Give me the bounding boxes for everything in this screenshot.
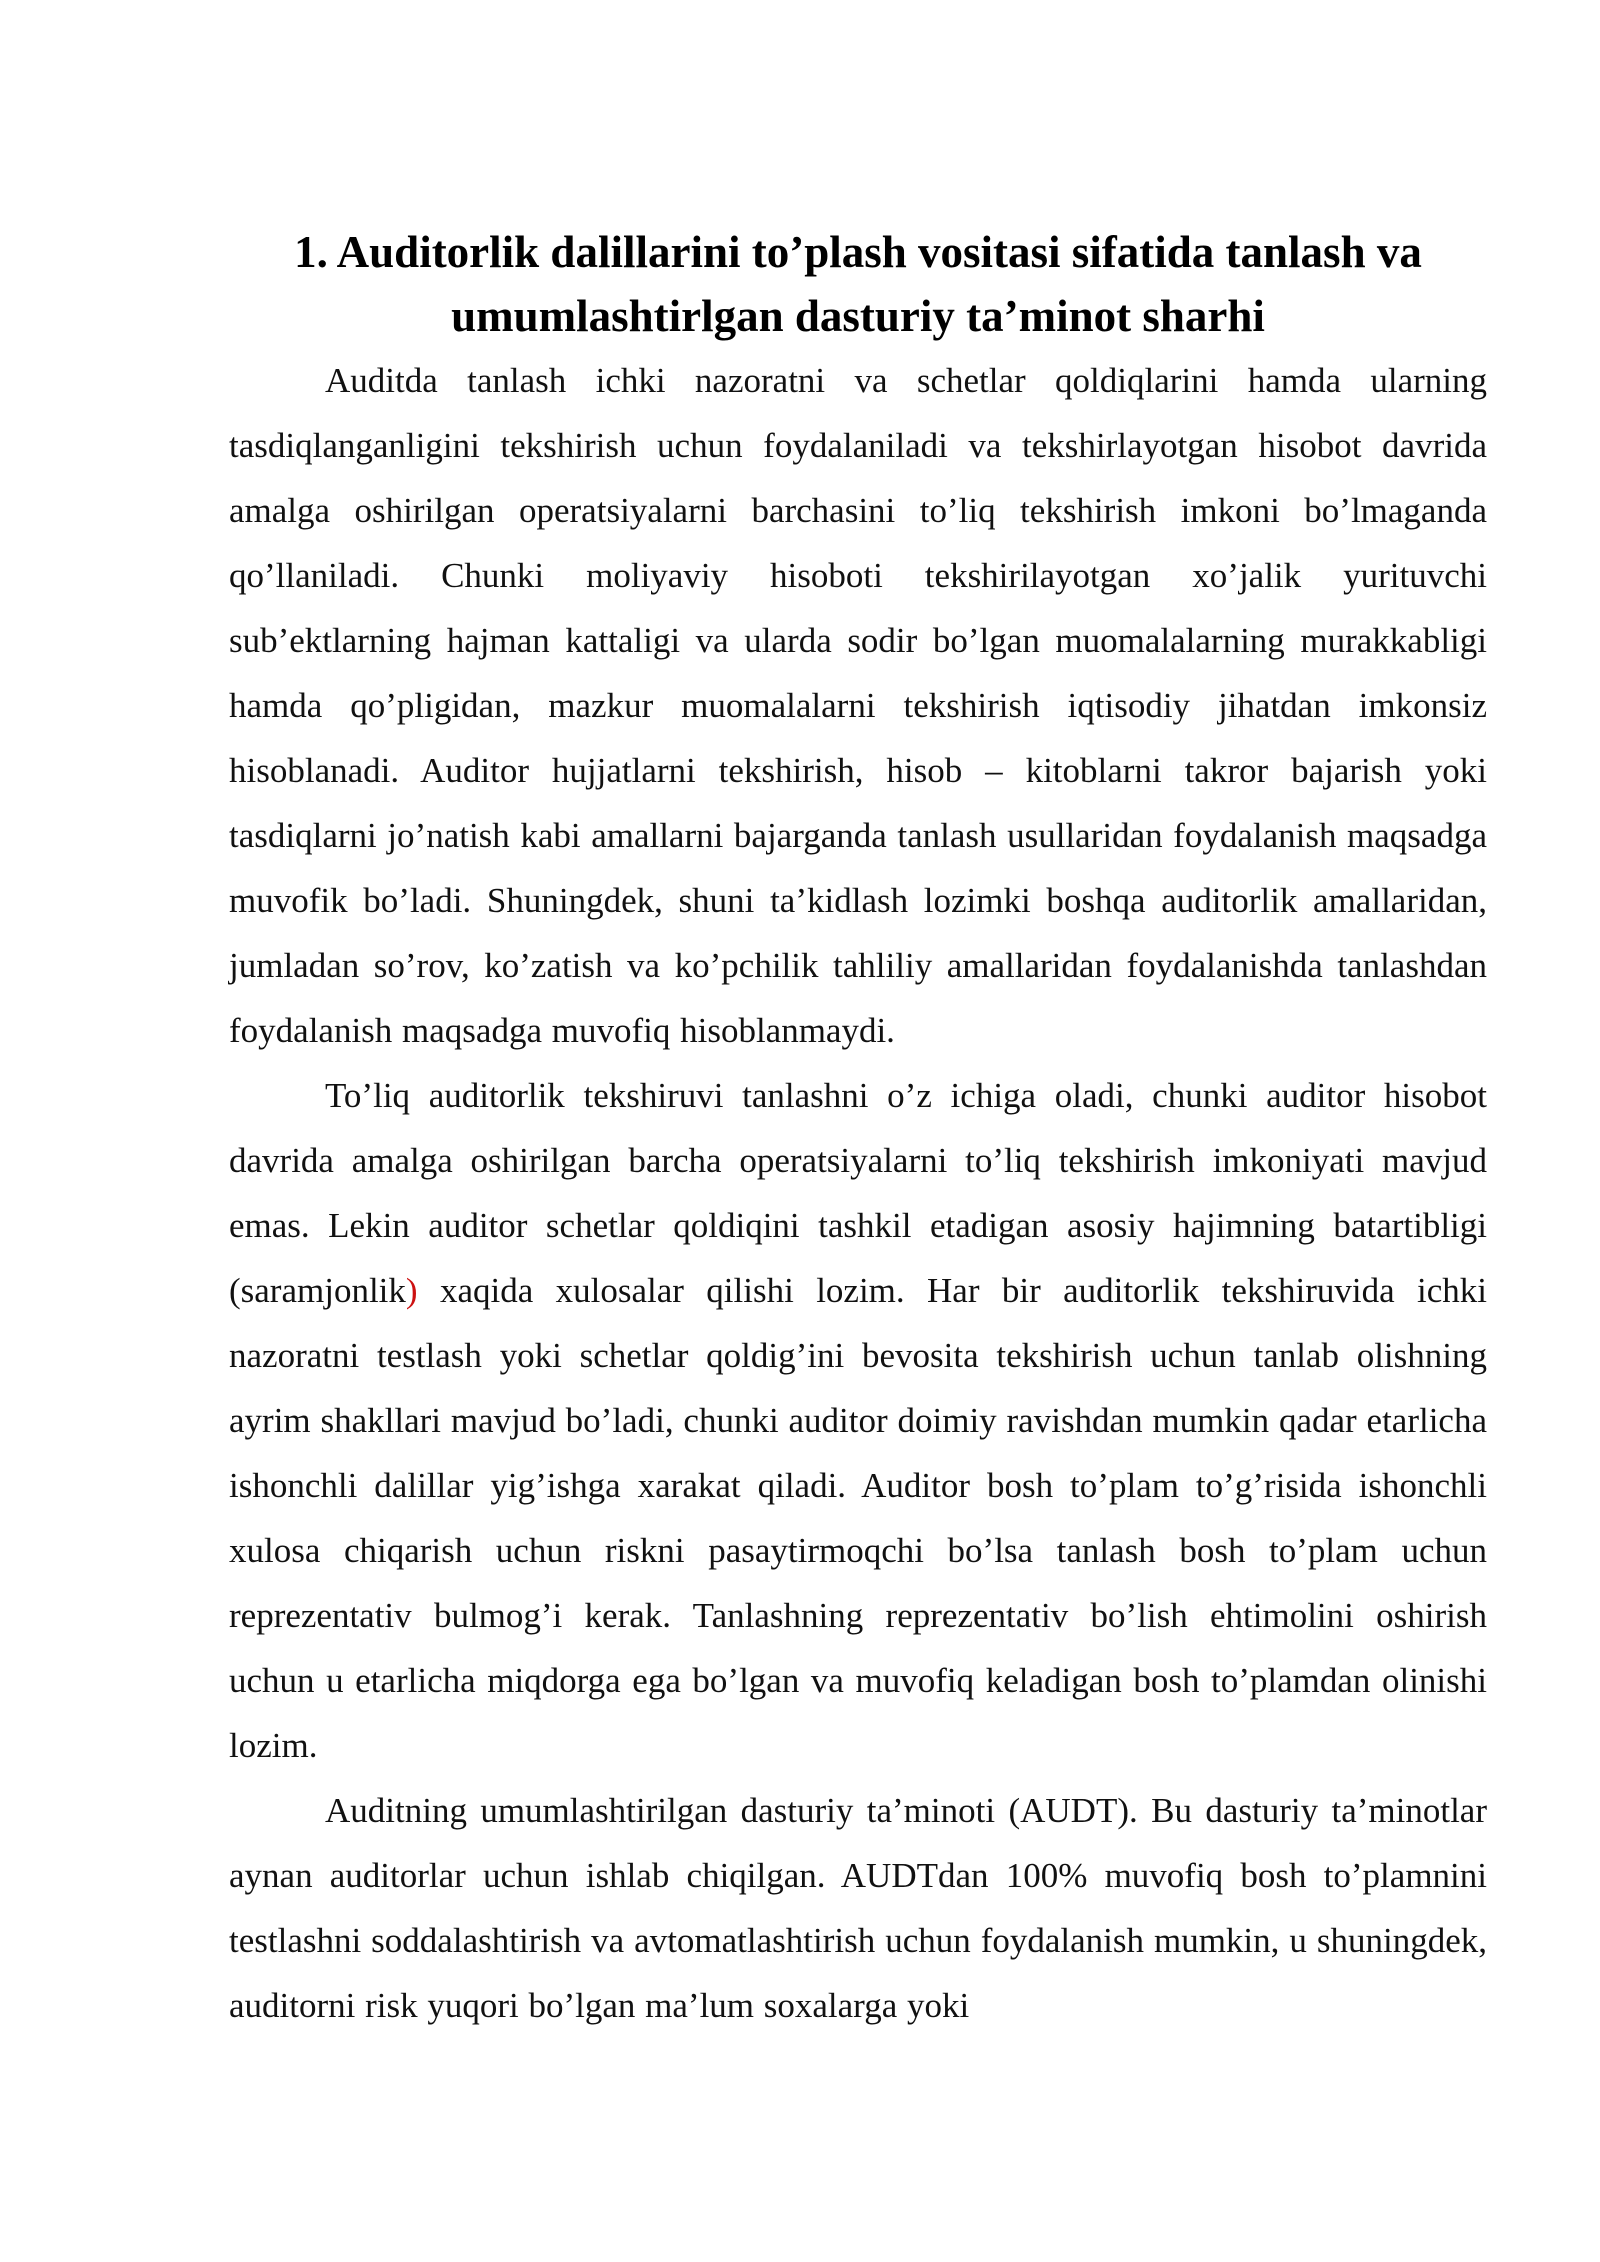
document-body [229,220,1487,2038]
heading-line-1: 1. Auditorlik dalillarini to’plash vositasi sifatida tanlash va [294,227,1422,277]
paragraph-3: Auditning umumlashtirilgan dasturiy ta’minoti (AUDT). Bu dasturiy ta’minotlar aynan auditorlar uchun ishlab chiqilgan. AUDTdan 100% muvofiq bosh to’plamnini testlashni soddalashtirish va avtomatlashtirish uchun foydalanish mumkin, u shuningdek, auditorni risk yuqori bo’lgan ma’lum soxalarga yoki [229,1791,1487,2025]
paragraph-2-end: xaqida xulosalar qilishi lozim. Har bir auditorlik tekshiruvida ichki nazoratni testlash yoki schetlar qoldig’ini bevosita tekshirish uchun tanlab olishning ayrim shakllari mavjud bo’ladi, chunki auditor doimiy ravishdan mumkin qadar etarlicha ishonchli dalillar yig’ishga xarakat qiladi. Auditor bosh to’plam to’g’risida ishonchli xulosa chiqarish uchun riskni pasaytirmoqchi bo’lsa tanlash bosh to’plam uchun reprezentativ bulmog’i kerak. Tanlashning reprezentativ bo’lish ehtimolini oshirish uchun u etarlicha miqdorga ega bo’lgan va muvofiq keladigan bosh to’plamdan olinishi lozim. [229,1271,1487,1765]
red-parenthesis: ) [405,1271,418,1310]
heading-line-2: umumlashtirlgan dasturiy ta’minot sharhi [451,291,1265,341]
paragraph-2-start: To’liq auditorlik tekshiruvi tanlashni o’z ichiga oladi, chunki auditor hisobot davrida amalga oshirilgan barcha operatsiyalarni to’liq tekshirish imkoniyati mavjud emas. Lekin auditor schetlar qoldiqini tashkil etadigan asosiy hajimning batartibligi (saramjonlik [229,1076,1487,1310]
paragraph-2 [229,1063,1487,1778]
section-heading [229,220,1487,348]
paragraph-1: Auditda tanlash ichki nazoratni va schetlar qoldiqlarini hamda ularning tasdiqlanganligini tekshirish uchun foydalaniladi va tekshirlayotgan hisobot davrida amalga oshirilgan operatsiyalarni barchasini to’liq tekshirish imkoni bo’lmaganda qo’llaniladi. Chunki moliyaviy hisoboti tekshirilayotgan xo’jalik yurituvchi sub’ektlarning hajman kattaligi va ularda sodir bo’lgan muomalalarning murakkabligi hamda qo’pligidan, mazkur muomalalarni tekshirish iqtisodiy jihatdan imkonsiz hisoblanadi. Auditor hujjatlarni tekshirish, hisob – kitoblarni takror bajarish yoki tasdiqlarni jo’natish kabi amallarni bajarganda tanlash usullaridan foydalanish maqsadga muvofik bo’ladi. Shuningdek, shuni ta’kidlash lozimki boshqa auditorlik amallaridan, jumladan so’rov, ko’zatish va ko’pchilik tahliliy amallaridan foydalanishda tanlashdan foydalanish maqsadga muvofiq hisoblanmaydi. [229,361,1487,1050]
